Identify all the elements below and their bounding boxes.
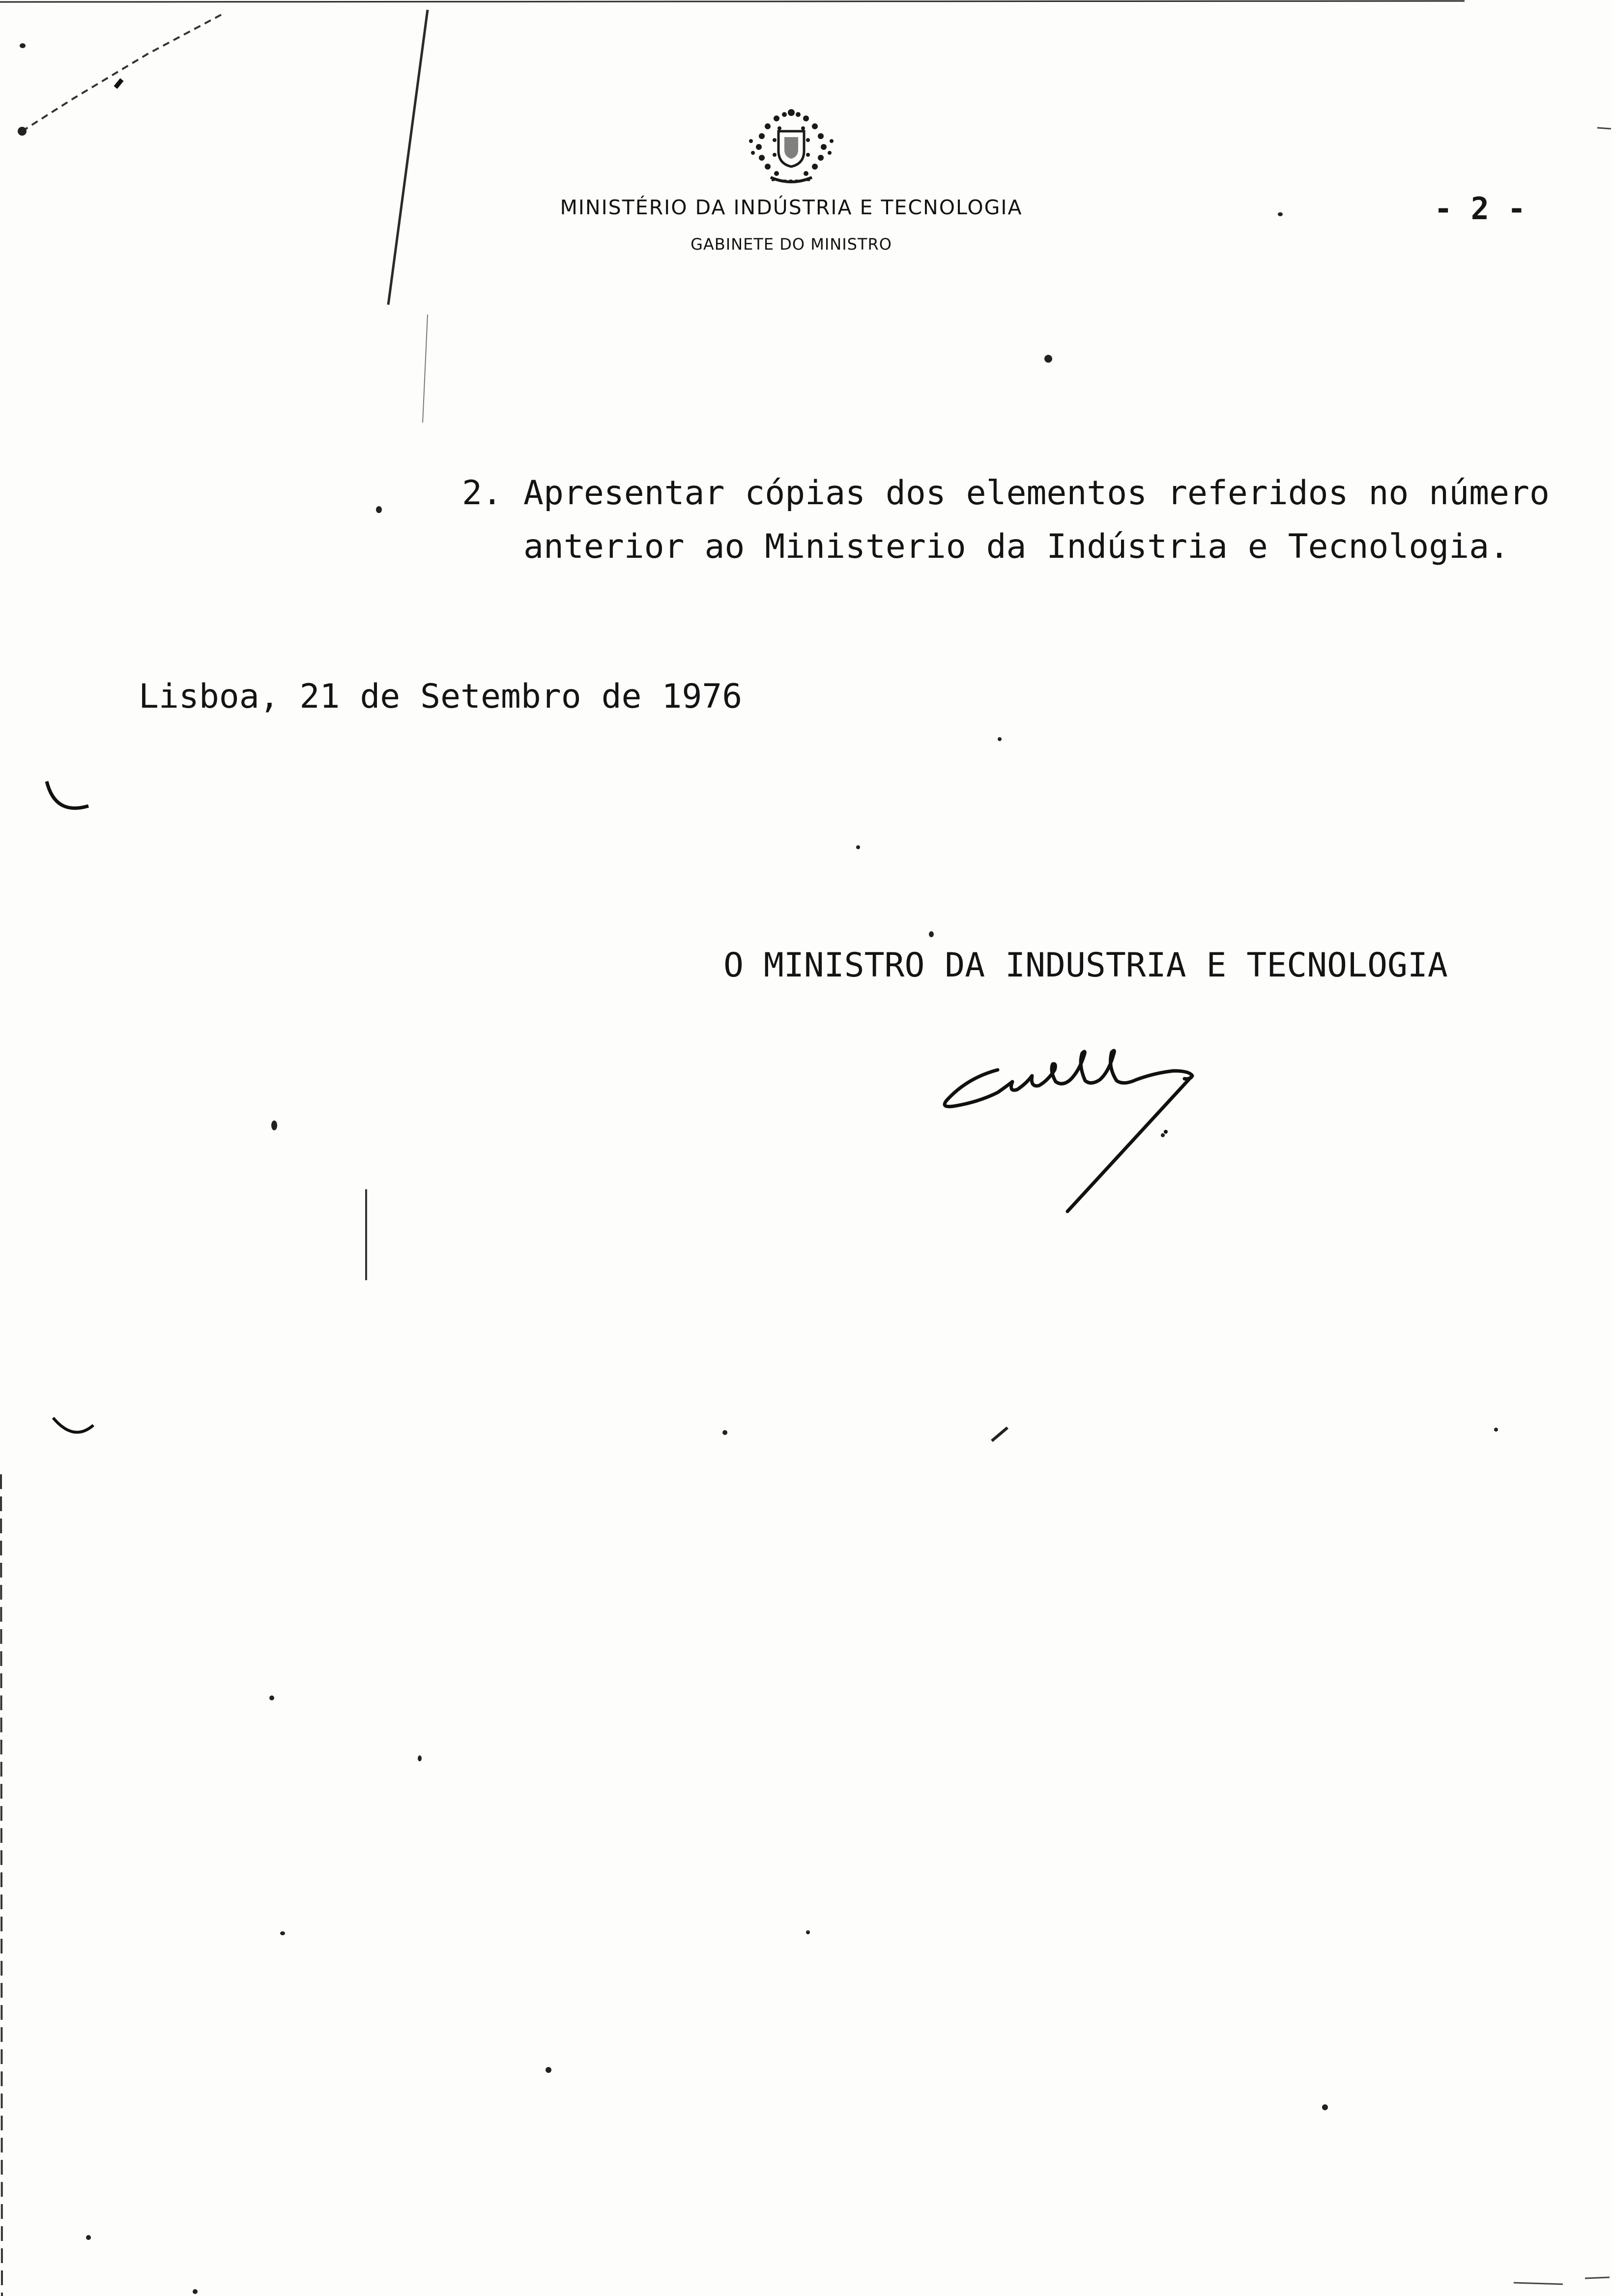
coat-of-arms-icon [742, 106, 840, 187]
list-item-text-line-2: anterior ao Ministerio da Indústria e Tecnologia. [523, 527, 1510, 566]
page-number: - 2 - [1434, 191, 1526, 227]
list-item-text-line-1: Apresentar cópias dos elementos referidos no número [523, 474, 1550, 513]
list-item-number: 2. [462, 474, 502, 513]
cabinet-name: GABINETE DO MINISTRO [691, 235, 892, 254]
ministry-name: MINISTÉRIO DA INDÚSTRIA E TECNOLOGIA [560, 196, 1023, 219]
place-and-date: Lisboa, 21 de Setembro de 1976 [139, 677, 743, 716]
handwritten-signature-icon [939, 1034, 1214, 1221]
signatory-title: O MINISTRO DA INDUSTRIA E TECNOLOGIA [723, 946, 1448, 985]
